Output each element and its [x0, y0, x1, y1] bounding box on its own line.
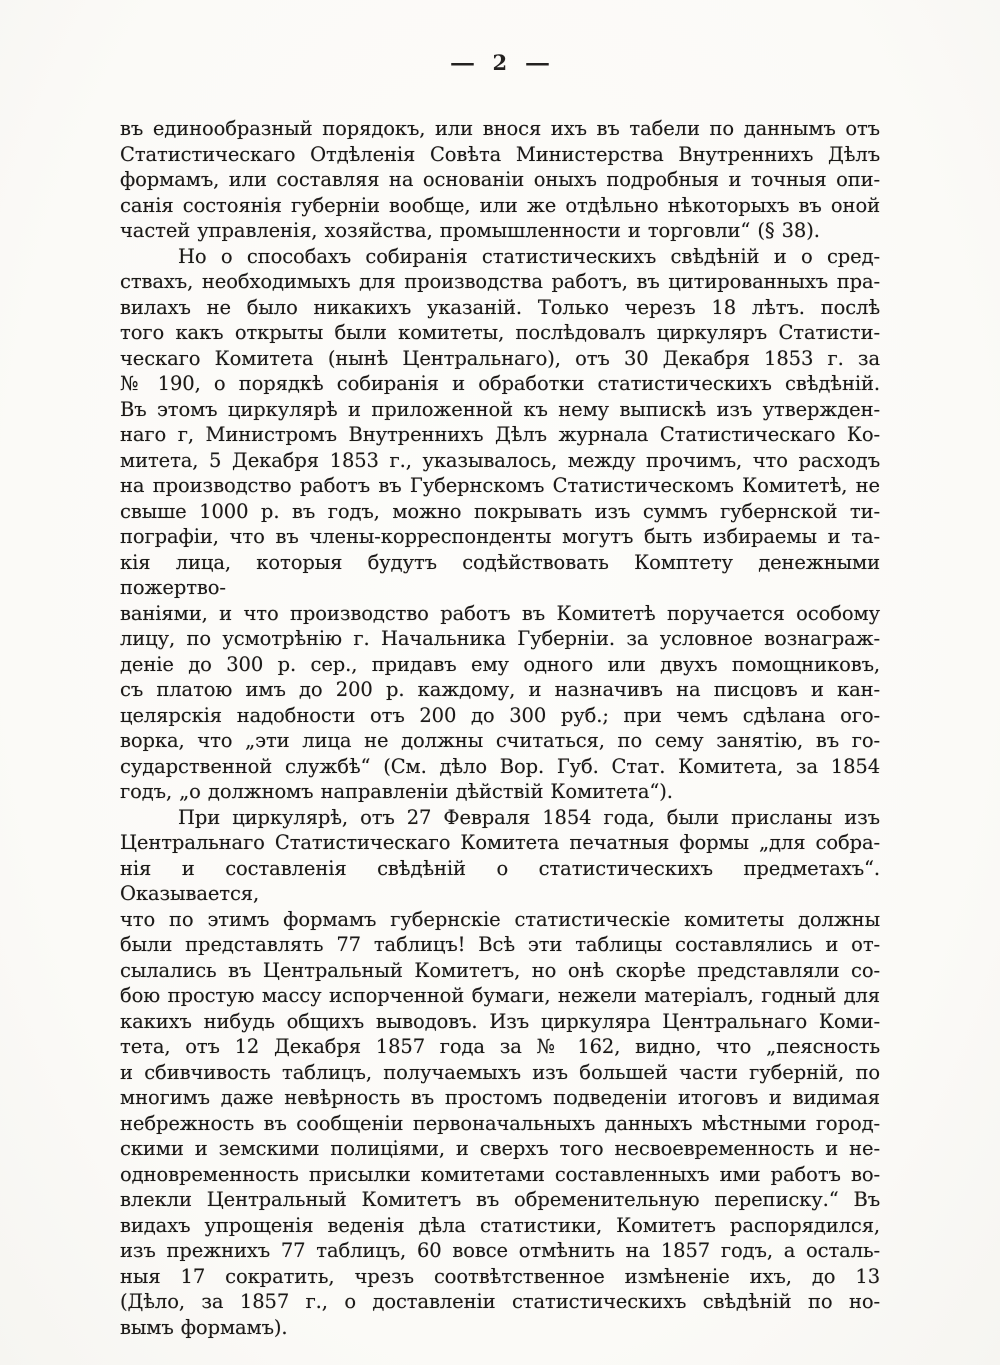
text-line: что по этимъ формамъ губернскіе статистическіе комитеты должны [120, 907, 880, 931]
text-line: частей управленія, хозяйства, промышленности и торговли“ (§ 38). [120, 219, 820, 242]
text-line: митета, 5 Декабря 1853 г., указывалось, между прочимъ, что расходъ [120, 448, 880, 472]
text-line: видахъ упрощенія веденія дѣла статистики, Комитетъ распорядился, [120, 1213, 880, 1237]
text-line: ныя 17 сократить, чрезъ соотвѣтственное измѣненіе ихъ, до 13 [120, 1264, 880, 1288]
paragraph [120, 805, 880, 1341]
text-line: бою простую массу испорченной бумаги, нежели матеріалъ, годный для [120, 984, 880, 1007]
text-line: годъ, „о должномъ направленіи дѣйствій Комитета“). [120, 780, 673, 803]
page-header [0, 50, 1000, 75]
text-line: Но о способахъ собиранія статистическихъ свѣдѣній и о сред- [178, 244, 880, 268]
text-line: на производство работъ въ Губернскомъ Статистическомъ Комитетѣ, не [120, 474, 880, 497]
text-line: сударственной службѣ“ (См. дѣло Вор. Губ. Стат. Комитета, за 1854 [120, 754, 880, 778]
text-line: влекли Центральный Комитетъ въ обременительную переписку.“ Въ [120, 1188, 880, 1211]
text-line: № 190, о порядкѣ собиранія и обработки статистическихъ свѣдѣній. [120, 372, 880, 395]
text-line: ваніями, и что производство работъ въ Комитетѣ поручается особому [120, 601, 880, 625]
text-line: нія и составленія свѣдѣній о статистическихъ предметахъ“. Оказывается, [120, 856, 880, 905]
paragraph [120, 244, 880, 805]
text-line: формамъ, или составляя на основаніи оныхъ подробныя и точныя опи- [120, 168, 880, 191]
text-line: (Дѣло, за 1857 г., о доставленіи статистическихъ свѣдѣній по но- [120, 1290, 880, 1313]
text-line: вилахъ не было никакихъ указаній. Только черезъ 18 лѣтъ. послѣ [120, 295, 880, 319]
text-line: ческаго Комитета (нынѣ Центральнаго), отъ 30 Декабря 1853 г. за [120, 346, 880, 370]
text-line: кія лица, которыя будутъ содѣйствовать Комптету денежными пожертво- [120, 550, 880, 599]
text-line: въ единообразный порядокъ, или внося ихъ въ табели по даннымъ отъ [120, 117, 880, 140]
text-line: того какъ открыты были комитеты, послѣдовалъ циркуляръ Статисти- [120, 321, 880, 344]
text-line: вымъ формамъ). [120, 1315, 288, 1339]
text-line: скими и земскими полиціями, и сверхъ того несвоевременность и не- [120, 1137, 880, 1160]
text-line: пографіи, что въ члены-корреспонденты могутъ быть избираемы и та- [120, 525, 880, 548]
text-line: деніе до 300 р. сер., придавъ ему одного или двухъ помощниковъ, [120, 652, 880, 676]
text-line: и сбивчивость таблицъ, получаемыхъ изъ большей части губерній, по [120, 1060, 880, 1084]
text-block [120, 116, 880, 1340]
text-line: Въ этомъ циркулярѣ и приложенной къ нему выпискѣ изъ утвержден- [120, 397, 880, 421]
text-line: санія состоянія губерніи вообще, или же отдѣльно нѣкоторыхъ въ оной [120, 193, 880, 217]
text-line: ворка, что „эти лица не должны считаться, по сему занятію, въ го- [120, 729, 880, 752]
header-dash-right: — [524, 50, 551, 75]
text-line: одновременность присылки комитетами составленныхъ ими работъ во- [120, 1162, 880, 1186]
header-dash-left: — [449, 50, 476, 75]
page-number: 2 [492, 50, 508, 75]
text-line: наго г, Министромъ Внутреннихъ Дѣлъ журнала Статистическаго Ко- [120, 423, 880, 446]
text-line: При циркулярѣ, отъ 27 Февраля 1854 года, были присланы изъ [178, 805, 880, 829]
text-line: Центральнаго Статистическаго Комитета печатныя формы „для собра- [120, 831, 880, 854]
text-line: Статистическаго Отдѣленія Совѣта Министерства Внутреннихъ Дѣлъ [120, 142, 880, 166]
text-line: какихъ нибудь общихъ выводовъ. Изъ циркуляра Центральнаго Коми- [120, 1009, 880, 1033]
text-line: небрежность въ сообщеніи первоначальныхъ данныхъ мѣстными город- [120, 1111, 880, 1135]
text-line: тета, отъ 12 Декабря 1857 года за № 162, видно, что „пеясность [120, 1035, 880, 1058]
text-line: изъ прежнихъ 77 таблицъ, 60 вовсе отмѣнить на 1857 годъ, а осталь- [120, 1239, 880, 1262]
text-line: ствахъ, необходимыхъ для производства работъ, въ цитированныхъ пра- [120, 270, 880, 293]
text-line: целярскія надобности отъ 200 до 300 руб.; при чемъ сдѣлана ого- [120, 703, 880, 727]
text-line: были представлять 77 таблицъ! Всѣ эти таблицы составлялись и от- [120, 933, 880, 956]
text-line: съ платою имъ до 200 р. каждому, и назначивъ на писцовъ и кан- [120, 678, 880, 701]
text-line: свыше 1000 р. въ годъ, можно покрывать изъ суммъ губернской ти- [120, 499, 880, 523]
text-line: лицу, по усмотрѣнію г. Начальника Губерніи. за условное вознаграж- [120, 627, 880, 650]
text-line: многимъ даже невѣрность въ простомъ подведеніи итоговъ и видимая [120, 1086, 880, 1109]
paragraph [120, 116, 880, 244]
text-line: сылались въ Центральный Комитетъ, но онѣ скорѣе представляли со- [120, 958, 880, 982]
